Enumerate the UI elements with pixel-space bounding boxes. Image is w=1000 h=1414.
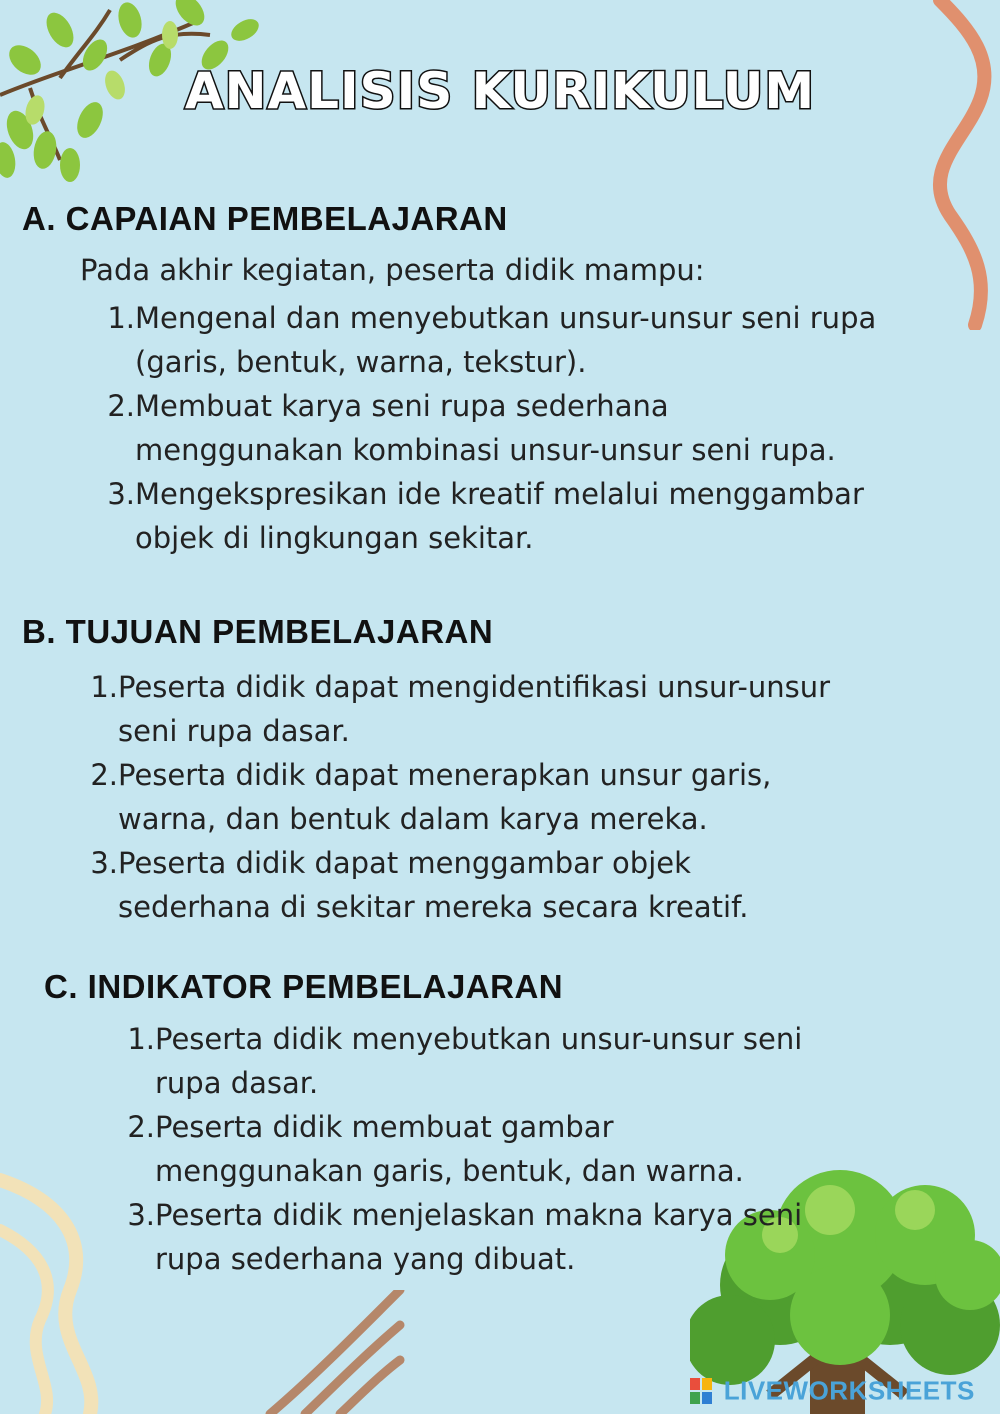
watermark-text: LIVEWORKSHEETS	[723, 1375, 975, 1406]
list-line: Membuat karya seni rupa sederhana	[135, 389, 669, 423]
list-line: sederhana di sekitar mereka secara kreatif.	[118, 890, 749, 924]
list-number: 1.	[90, 670, 118, 704]
list-number: 3.	[107, 477, 135, 511]
list-line: Peserta didik dapat mengidentifikasi unsur-unsur	[118, 670, 831, 704]
page-title: ANALISIS KURIKULUM	[184, 62, 816, 120]
section-a-heading: A. CAPAIAN PEMBELAJARAN	[22, 200, 508, 237]
list-line: Mengekspresikan ide kreatif melalui menggambar	[135, 477, 864, 511]
list-line: Peserta didik dapat menggambar objek	[118, 846, 691, 880]
list-number: 1.	[107, 301, 135, 335]
list-number: 1.	[127, 1022, 155, 1056]
list-line: seni rupa dasar.	[118, 714, 350, 748]
section-b-list	[78, 665, 830, 929]
list-item	[78, 753, 830, 841]
liveworksheets-watermark	[690, 1374, 995, 1408]
list-item	[95, 296, 876, 384]
list-item	[78, 841, 830, 929]
list-line: Peserta didik menyebutkan unsur-unsur seni	[155, 1022, 803, 1056]
lines-decoration-bottom	[250, 1290, 410, 1414]
list-line: menggunakan kombinasi unsur-unsur seni rupa.	[135, 433, 836, 467]
list-line: Peserta didik membuat gambar	[155, 1110, 614, 1144]
list-line: Peserta didik menjelaskan makna karya seni	[155, 1198, 803, 1232]
section-c-list	[115, 1017, 802, 1281]
list-line: rupa sederhana yang dibuat.	[155, 1242, 576, 1276]
section-b-heading: B. TUJUAN PEMBELAJARAN	[22, 613, 494, 650]
list-number: 2.	[127, 1110, 155, 1144]
list-number: 3.	[90, 846, 118, 880]
list-item	[95, 472, 876, 560]
list-line: Peserta didik dapat menerapkan unsur garis,	[118, 758, 772, 792]
section-a-intro: Pada akhir kegiatan, peserta didik mampu:	[80, 253, 705, 287]
list-item	[115, 1105, 802, 1193]
section-c-heading: C. INDIKATOR PEMBELAJARAN	[44, 968, 564, 1005]
list-line: objek di lingkungan sekitar.	[135, 521, 534, 555]
list-item	[115, 1017, 802, 1105]
section-a-list	[95, 296, 876, 560]
list-line: Mengenal dan menyebutkan unsur-unsur seni rupa	[135, 301, 877, 335]
list-line: (garis, bentuk, warna, tekstur).	[135, 345, 587, 379]
list-line: warna, dan bentuk dalam karya mereka.	[118, 802, 708, 836]
squiggle-decoration-top-right	[900, 0, 1000, 330]
list-number: 2.	[90, 758, 118, 792]
list-line: menggunakan garis, bentuk, dan warna.	[155, 1154, 744, 1188]
list-item	[95, 384, 876, 472]
list-number: 2.	[107, 389, 135, 423]
list-item	[115, 1193, 802, 1281]
list-number: 3.	[127, 1198, 155, 1232]
list-line: rupa dasar.	[155, 1066, 319, 1100]
liveworksheets-logo-icon	[690, 1378, 712, 1404]
list-item	[78, 665, 830, 753]
